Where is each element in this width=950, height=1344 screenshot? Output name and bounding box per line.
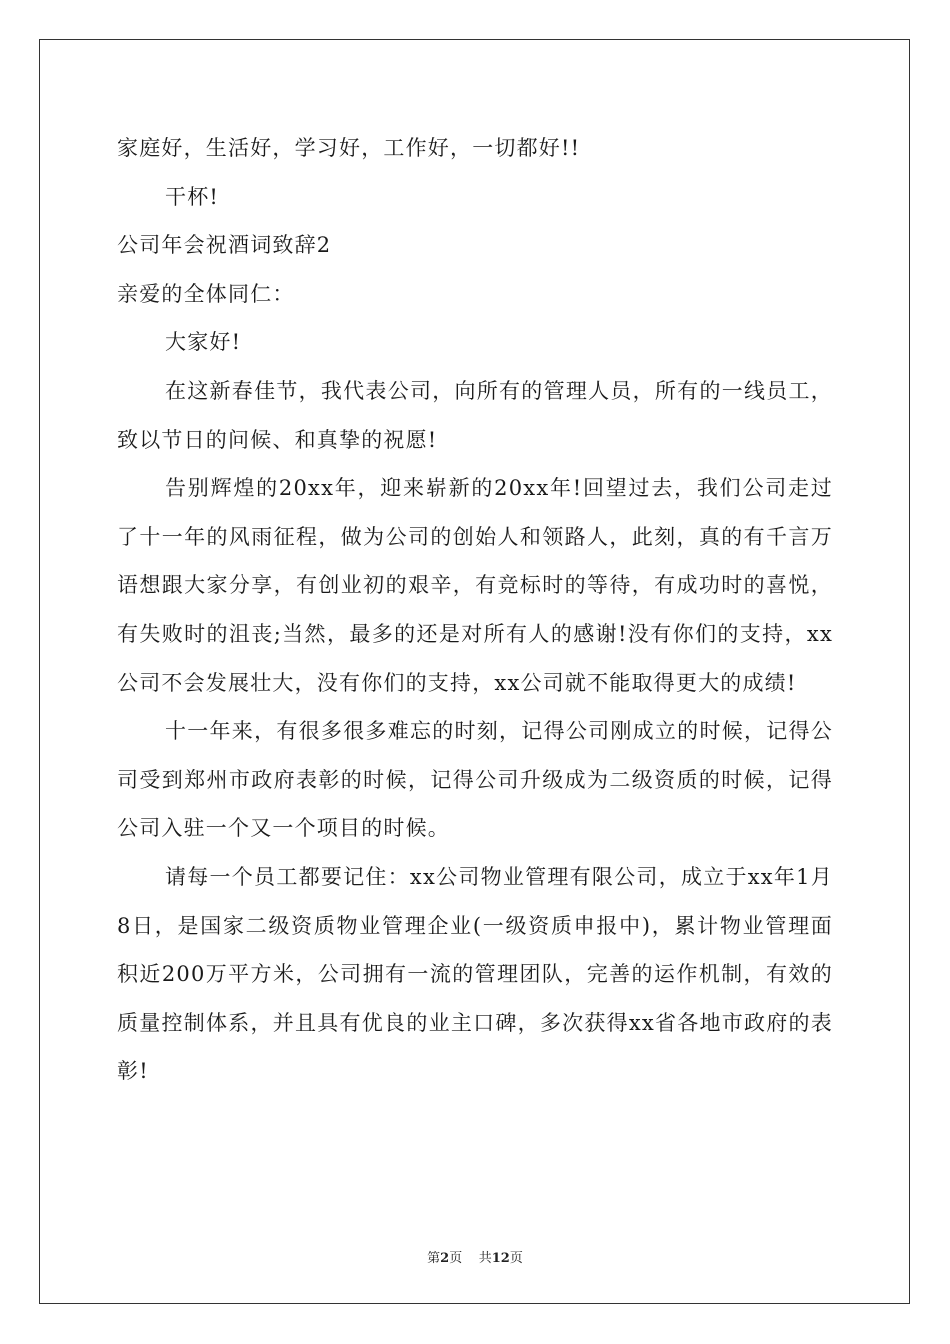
- footer-page-suffix: 页: [449, 1251, 463, 1266]
- paragraph-closing-wishes: 家庭好，生活好，学习好，工作好，一切都好!!: [117, 136, 581, 160]
- paragraph-memories: 十一年来，有很多很多难忘的时刻，记得公司刚成立的时候，记得公司受到郑州市政府表彰的时候，记得公司升级成为二级资质的时候，记得公司入驻一个又一个项目的时候。: [117, 719, 833, 841]
- paragraph-review: 告别辉煌的20xx年，迎来崭新的20xx年!回望过去，我们公司走过了十一年的风雨征程，做为公司的创始人和领路人，此刻，真的有千言万语想跟大家分享，有创业初的艰辛，有竞标时的等待，有成功时的喜悦，有失败时的沮丧;当然，最多的还是对所有人的感谢!没有你们的支持，xx公司不会发展壮大，没有你们的支持，xx公司就不能取得更大的成绩!: [117, 476, 833, 695]
- section-heading: 公司年会祝酒词致辞2: [117, 233, 332, 258]
- paragraph-new-year-wishes: 在这新春佳节，我代表公司，向所有的管理人员，所有的一线员工，致以节日的问候、和真挚的祝愿!: [117, 378, 833, 452]
- footer-page-number: 2: [440, 1251, 450, 1266]
- footer-total-suffix: 页: [509, 1251, 523, 1266]
- paragraph-greeting: 大家好!: [165, 330, 242, 355]
- footer-page-prefix: 第: [427, 1251, 441, 1266]
- page-footer: [0, 1247, 950, 1266]
- paragraph-cheers: 干杯!: [165, 184, 220, 209]
- paragraph-company-profile: 请每一个员工都要记住：xx公司物业管理有限公司，成立于xx年1月8日，是国家二级资质物业管理企业(一级资质申报中)，累计物业管理面积近200万平方米，公司拥有一流的管理团队，完善的运作机制，有效的质量控制体系，并且具有优良的业主口碑，多次获得xx省各地市政府的表彰!: [117, 864, 833, 1084]
- footer-total-prefix: 共: [478, 1251, 492, 1266]
- footer-total-pages: 12: [491, 1251, 510, 1266]
- document-body: [117, 124, 833, 1096]
- paragraph-salutation: 亲爱的全体同仁：: [117, 281, 295, 306]
